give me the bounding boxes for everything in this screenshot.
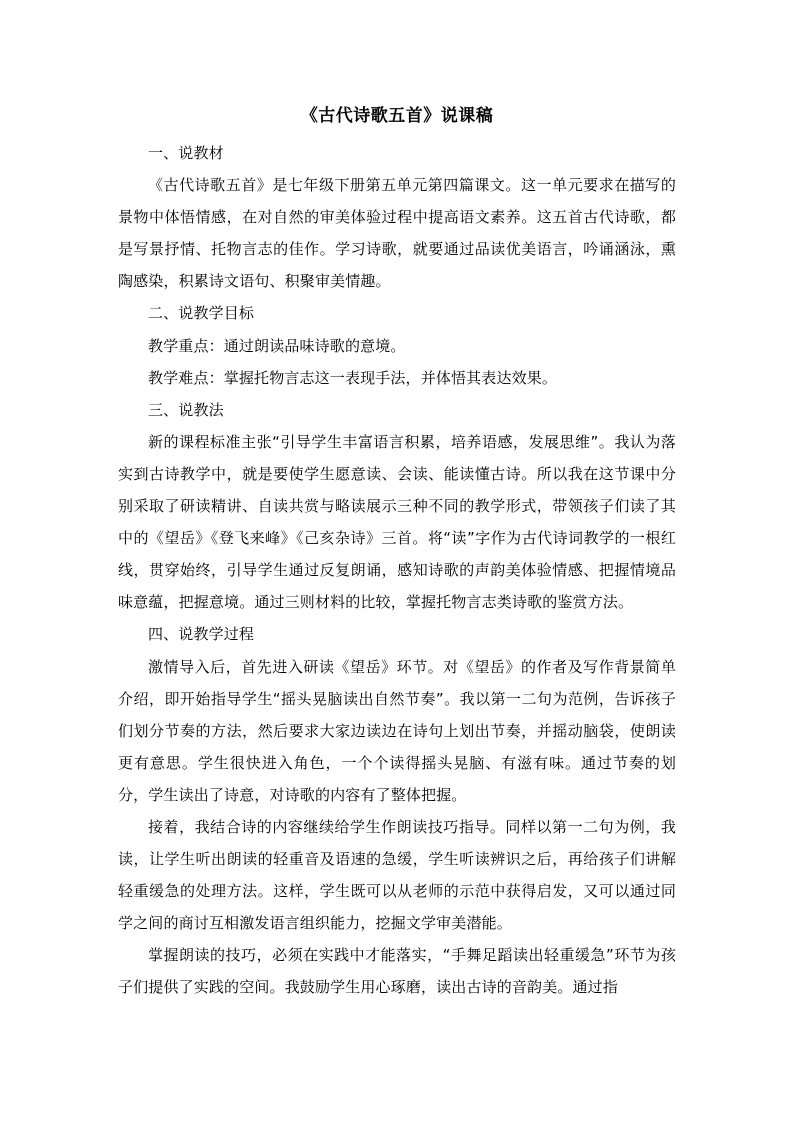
section-heading-textbook: 一、说教材 (148, 144, 224, 162)
document-body (118, 137, 676, 1004)
paragraph-textbook: 《古代诗歌五首》是七年级下册第五单元第四篇课文。这一单元要求在描写的景物中体悟情感，在对自然的审美体验过程中提高语文素养。这五首古代诗歌，都是写景抒情、托物言志的佳作。学习诗歌，就要通过品读优美语言，吟诵涵泳，熏陶感染，积累诗文语句、积聚审美情趣。 (118, 176, 676, 291)
paragraph-process-intro: 激情导入后，首先进入研读《望岳》环节。对《望岳》的作者及写作背景简单介绍，即开始指导学生“摇头晃脑读出自然节奏”。我以第一二句为范例，告诉孩子们划分节奏的方法，然后要求大家边读边在诗句上划出节奏，并摇动脑袋，使朗读更有意思。学生很快进入角色，一个个读得摇头晃脑、有滋有味。通过节奏的划分，学生读出了诗意，对诗歌的内容有了整体把握。 (118, 657, 676, 804)
paragraph-methods: 新的课程标准主张“引导学生丰富语言积累，培养语感，发展思维”。我认为落实到古诗教学中，就是要使学生愿意读、会读、能读懂古诗。所以我在这节课中分别采取了研读精讲、自读共赏与略读展示三种不同的教学形式，带领孩子们读了其中的《望岳》《登飞来峰》《己亥杂诗》三首。将“读”字作为古代诗词教学的一根红线，贯穿始终，引导学生通过反复朗诵，感知诗歌的声韵美体验情感、把握情境品味意蕴，把握意境。通过三则材料的比较，掌握托物言志类诗歌的鉴赏方法。 (118, 432, 676, 612)
section-heading-goals: 二、说教学目标 (148, 304, 255, 323)
section-heading-process: 四、说教学过程 (148, 625, 255, 644)
document-title: 《古代诗歌五首》说课稿 (300, 106, 494, 126)
paragraph-key-point: 教学重点：通过朗读品味诗歌的意境。 (148, 336, 406, 355)
paragraph-process-practice: 掌握朗读的技巧，必须在实践中才能落实，“手舞足蹈读出轻重缓急”环节为孩子们提供了实践的空间。我鼓励学生用心琢磨，读出古诗的音韵美。通过指 (118, 946, 676, 997)
section-heading-methods: 三、说教法 (148, 400, 224, 419)
paragraph-process-reading-skills: 接着，我结合诗的内容继续给学生作朗读技巧指导。同样以第一二句为例，我读，让学生听出朗读的轻重音及语速的急缓，学生听读辨识之后，再给孩子们讲解轻重缓急的处理方法。这样，学生既可以从老师的示范中获得启发，又可以通过同学之间的商讨互相激发语言组织能力，挖掘文学审美潜能。 (118, 817, 676, 933)
paragraph-difficult-point: 教学难点：掌握托物言志这一表现手法，并体悟其表达效果。 (148, 368, 558, 387)
